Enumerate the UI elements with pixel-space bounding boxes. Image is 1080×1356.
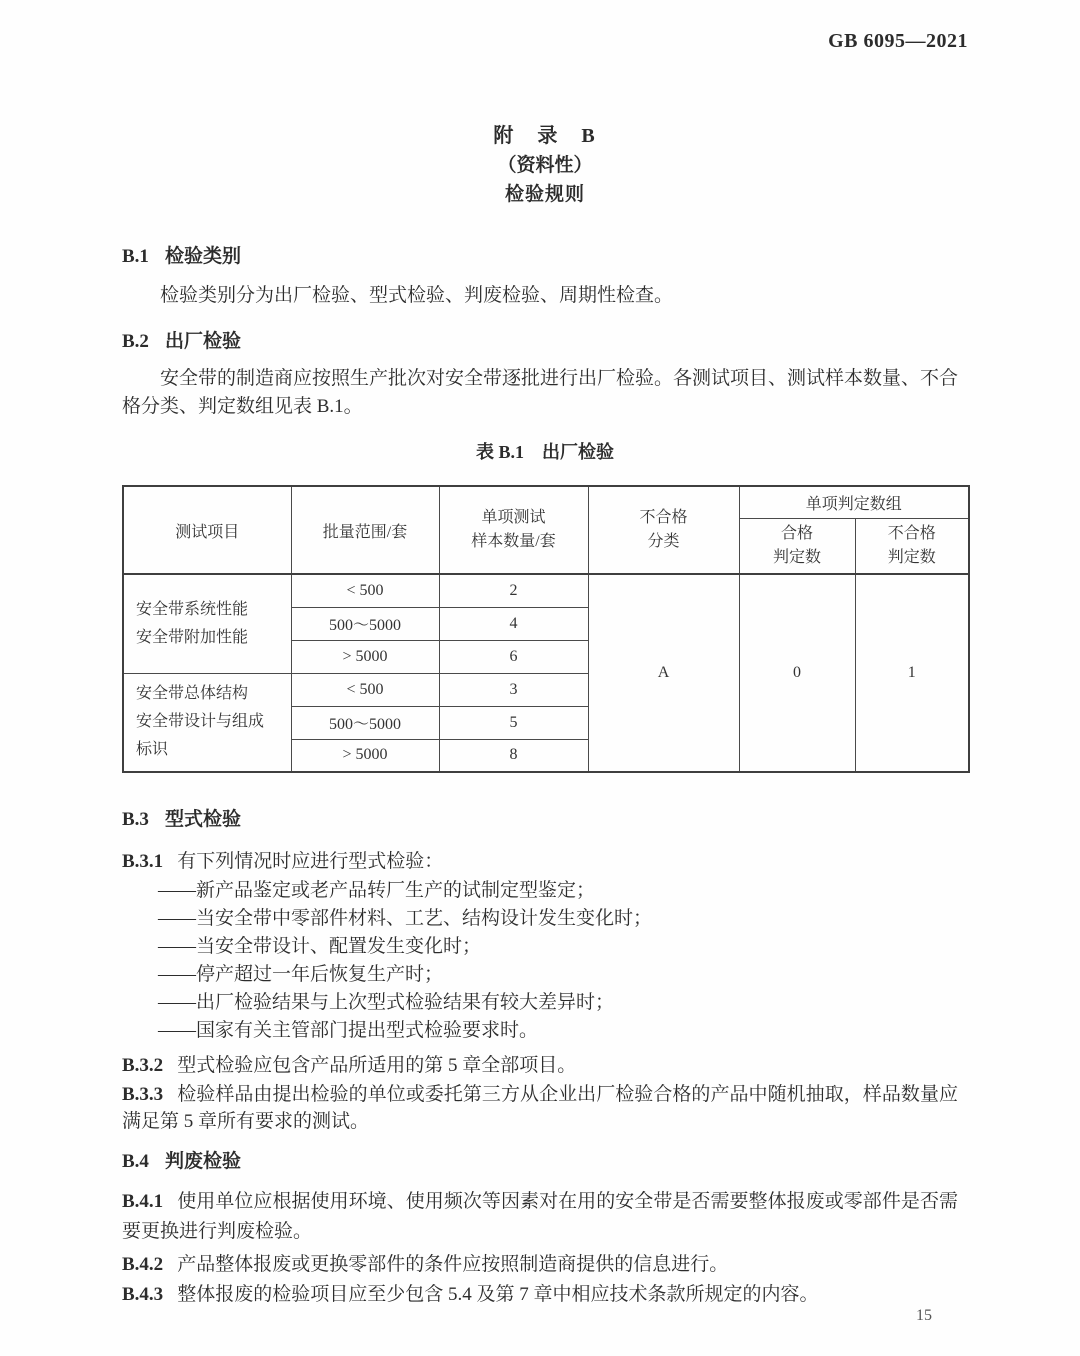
col-header-batch-range: 批量范围/套 <box>291 486 439 574</box>
section-heading-b2 <box>122 327 968 357</box>
table-caption: 表 B.1 出厂检验 <box>475 442 614 462</box>
clause-label: B.3.2 <box>122 1055 164 1076</box>
table-row <box>123 574 969 607</box>
clause-text: 整体报废的检验项目应至少包含 5.4 及第 7 章中相应技术条款所规定的内容。 <box>177 1284 819 1305</box>
batch-range-cell: 500～5000 <box>291 706 439 739</box>
clause-text: 型式检验应包含产品所适用的第 5 章全部项目。 <box>177 1055 577 1076</box>
col-header-reject-line2: 判定数 <box>887 548 936 566</box>
col-header-test-item: 测试项目 <box>123 486 291 574</box>
sample-qty-cell: 6 <box>439 640 588 673</box>
batch-range-cell: 500～5000 <box>291 607 439 640</box>
list-item: ——当安全带中零部件材料、工艺、结构设计发生变化时； <box>158 908 653 929</box>
batch-range-cell: > 5000 <box>291 739 439 772</box>
sample-qty-cell: 4 <box>439 607 588 640</box>
appendix-title-line1: 附 录 B <box>493 125 597 147</box>
clause-text: 使用单位应根据使用环境、使用频次等因素对在用的安全带是否需要整体报废或零部件是否需要更换进行判废检验。 <box>122 1191 958 1242</box>
batch-range-cell: < 500 <box>291 673 439 706</box>
section-label: B.1 <box>122 246 149 267</box>
reject-num-cell: 1 <box>855 574 969 772</box>
section-title: 检验类别 <box>164 246 241 267</box>
list-item: ——国家有关主管部门提出型式检验要求时。 <box>158 1020 539 1041</box>
test-item-group1-cell <box>123 574 291 673</box>
clause-label: B.3.1 <box>122 851 164 872</box>
test-item-group2-line3: 标识 <box>136 741 169 759</box>
list-item: ——出厂检验结果与上次型式检验结果有较大差异时； <box>158 992 615 1013</box>
section-label: B.3 <box>122 809 149 830</box>
appendix-title-line3: 检验规则 <box>504 184 585 205</box>
factory-inspection-table <box>122 485 970 773</box>
clause-b43 <box>122 1280 958 1310</box>
clause-b41 <box>122 1187 958 1247</box>
clause-label: B.4.1 <box>122 1191 164 1212</box>
section-heading-b3 <box>122 805 968 835</box>
clause-text: 有下列情况时应进行型式检验： <box>177 851 444 872</box>
section-label: B.2 <box>122 331 149 352</box>
list-item: ——停产超过一年后恢复生产时； <box>158 964 444 985</box>
col-header-accept-num <box>739 518 855 574</box>
list-item: ——当安全带设计、配置发生变化时； <box>158 936 482 957</box>
batch-range-cell: > 5000 <box>291 640 439 673</box>
sample-qty-cell: 8 <box>439 739 588 772</box>
test-item-group2-cell <box>123 673 291 772</box>
col-header-reject-line1: 不合格 <box>887 524 936 542</box>
sample-qty-cell: 5 <box>439 706 588 739</box>
col-header-sample-qty-line2: 样本数量/套 <box>471 533 556 550</box>
section-title: 型式检验 <box>164 809 241 830</box>
page-number: 15 <box>916 1307 932 1324</box>
col-header-defect-class <box>588 486 739 574</box>
section-heading-b1 <box>122 242 968 272</box>
sample-qty-cell: 3 <box>439 673 588 706</box>
col-header-reject-num <box>855 518 969 574</box>
col-header-sample-qty <box>439 486 588 574</box>
test-item-group2-line1: 安全带总体结构 <box>136 685 249 703</box>
test-item-group2-line2: 安全带设计与组成 <box>136 713 265 731</box>
col-header-defect-class-line2: 分类 <box>647 533 680 550</box>
section-heading-b4 <box>122 1147 968 1177</box>
clause-b33 <box>122 1081 958 1135</box>
batch-range-cell: < 500 <box>291 574 439 607</box>
accept-num-cell: 0 <box>739 574 855 772</box>
clause-text: 产品整体报废或更换零部件的条件应按照制造商提供的信息进行。 <box>177 1254 729 1275</box>
sample-qty-cell: 2 <box>439 574 588 607</box>
list-item: ——新产品鉴定或老产品转厂生产的试制定型鉴定； <box>158 880 596 901</box>
appendix-title-line2: （资料性） <box>497 155 593 176</box>
col-header-accept-line1: 合格 <box>780 524 813 542</box>
paragraph-b2: 安全带的制造商应按照生产批次对安全带逐批进行出厂检验。各测试项目、测试样本数量、不合格分类、判定数组见表 B.1。 <box>122 368 959 417</box>
paragraph-b1: 检验类别分为出厂检验、型式检验、判废检验、周期性检查。 <box>160 285 674 306</box>
type-inspection-condition-list <box>158 877 968 1045</box>
defect-class-cell: A <box>588 574 739 772</box>
section-title: 出厂检验 <box>164 331 241 352</box>
section-title: 判废检验 <box>164 1151 241 1172</box>
col-header-accept-line2: 判定数 <box>772 548 821 566</box>
standard-code: GB 6095—2021 <box>828 30 968 52</box>
test-item-group1-line1: 安全带系统性能 <box>136 600 249 618</box>
clause-b32 <box>122 1051 958 1081</box>
test-item-group1-line2: 安全带附加性能 <box>136 628 249 646</box>
col-header-sample-qty-line1: 单项测试 <box>481 509 546 526</box>
clause-b31 <box>122 847 958 877</box>
appendix-title-block <box>122 122 968 209</box>
clause-label: B.3.3 <box>122 1084 164 1105</box>
col-header-defect-class-line1: 不合格 <box>639 509 688 526</box>
clause-label: B.4.3 <box>122 1284 164 1305</box>
section-label: B.4 <box>122 1151 149 1172</box>
clause-label: B.4.2 <box>122 1254 164 1275</box>
col-header-judgement-group: 单项判定数组 <box>739 486 969 518</box>
clause-b42 <box>122 1250 958 1280</box>
clause-text: 检验样品由提出检验的单位或委托第三方从企业出厂检验合格的产品中随机抽取，样品数量应满足第 5 章所有要求的测试。 <box>122 1084 958 1132</box>
